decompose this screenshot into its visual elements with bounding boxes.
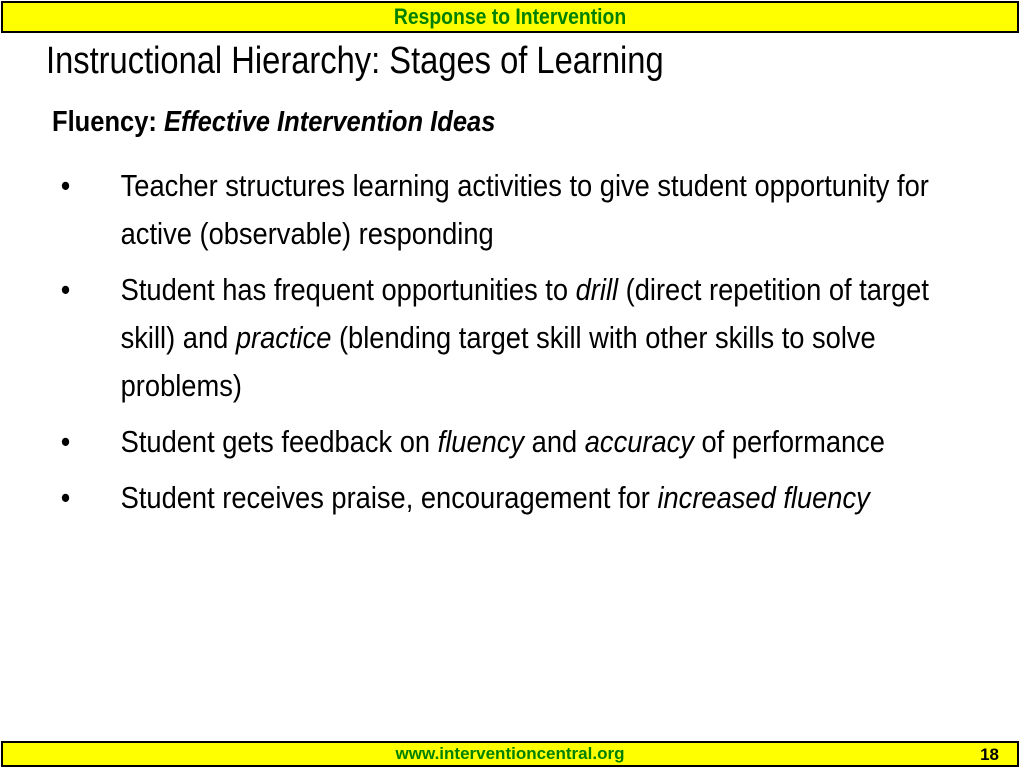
bullet-text-part: of performance	[693, 424, 885, 459]
bullet-emphasis: increased fluency	[657, 480, 870, 515]
subtitle-emphasis: Effective Intervention Ideas	[164, 106, 496, 138]
slide-subtitle	[52, 106, 495, 139]
bullet-list	[52, 162, 967, 530]
bullet-text-part: Student has frequent opportunities to	[120, 272, 576, 307]
bullet-item	[52, 266, 967, 410]
bullet-emphasis: drill	[575, 272, 619, 307]
bullet-marker: •	[60, 168, 71, 203]
bullet-text	[121, 418, 968, 466]
bullet-item	[52, 474, 967, 522]
bullet-text-part: Student gets feedback on	[120, 424, 438, 459]
bullet-text-part: (direct repetition of target skill) and	[120, 272, 929, 355]
bullet-marker: •	[60, 272, 71, 307]
subtitle-lead: Fluency:	[52, 106, 165, 138]
bullet-marker: •	[60, 480, 71, 515]
bullet-text	[121, 266, 968, 410]
bullet-text-part: (blending target skill with other skills to solve problems)	[120, 320, 876, 403]
bullet-emphasis: practice	[235, 320, 332, 355]
bullet-text	[121, 474, 968, 522]
bullet-text-part: Teacher structures learning activities to give student opportunity for active (observable) responding	[120, 168, 929, 251]
bullet-emphasis: accuracy	[584, 424, 694, 459]
bullet-item	[52, 418, 967, 466]
bullet-item	[52, 162, 967, 258]
bullet-text	[121, 162, 968, 258]
bullet-text-part: and	[524, 424, 585, 459]
bullet-marker: •	[60, 424, 71, 459]
footer-url: www.interventioncentral.org	[395, 744, 625, 763]
bullet-emphasis: fluency	[437, 424, 525, 459]
header-text: Response to Intervention	[393, 4, 627, 29]
header-bar	[1, 1, 1019, 33]
footer-bar	[1, 741, 1019, 767]
page-number: 18	[980, 745, 999, 764]
bullet-text-part: Student receives praise, encouragement for	[120, 480, 658, 515]
slide-title: Instructional Hierarchy: Stages of Learning	[46, 40, 664, 82]
